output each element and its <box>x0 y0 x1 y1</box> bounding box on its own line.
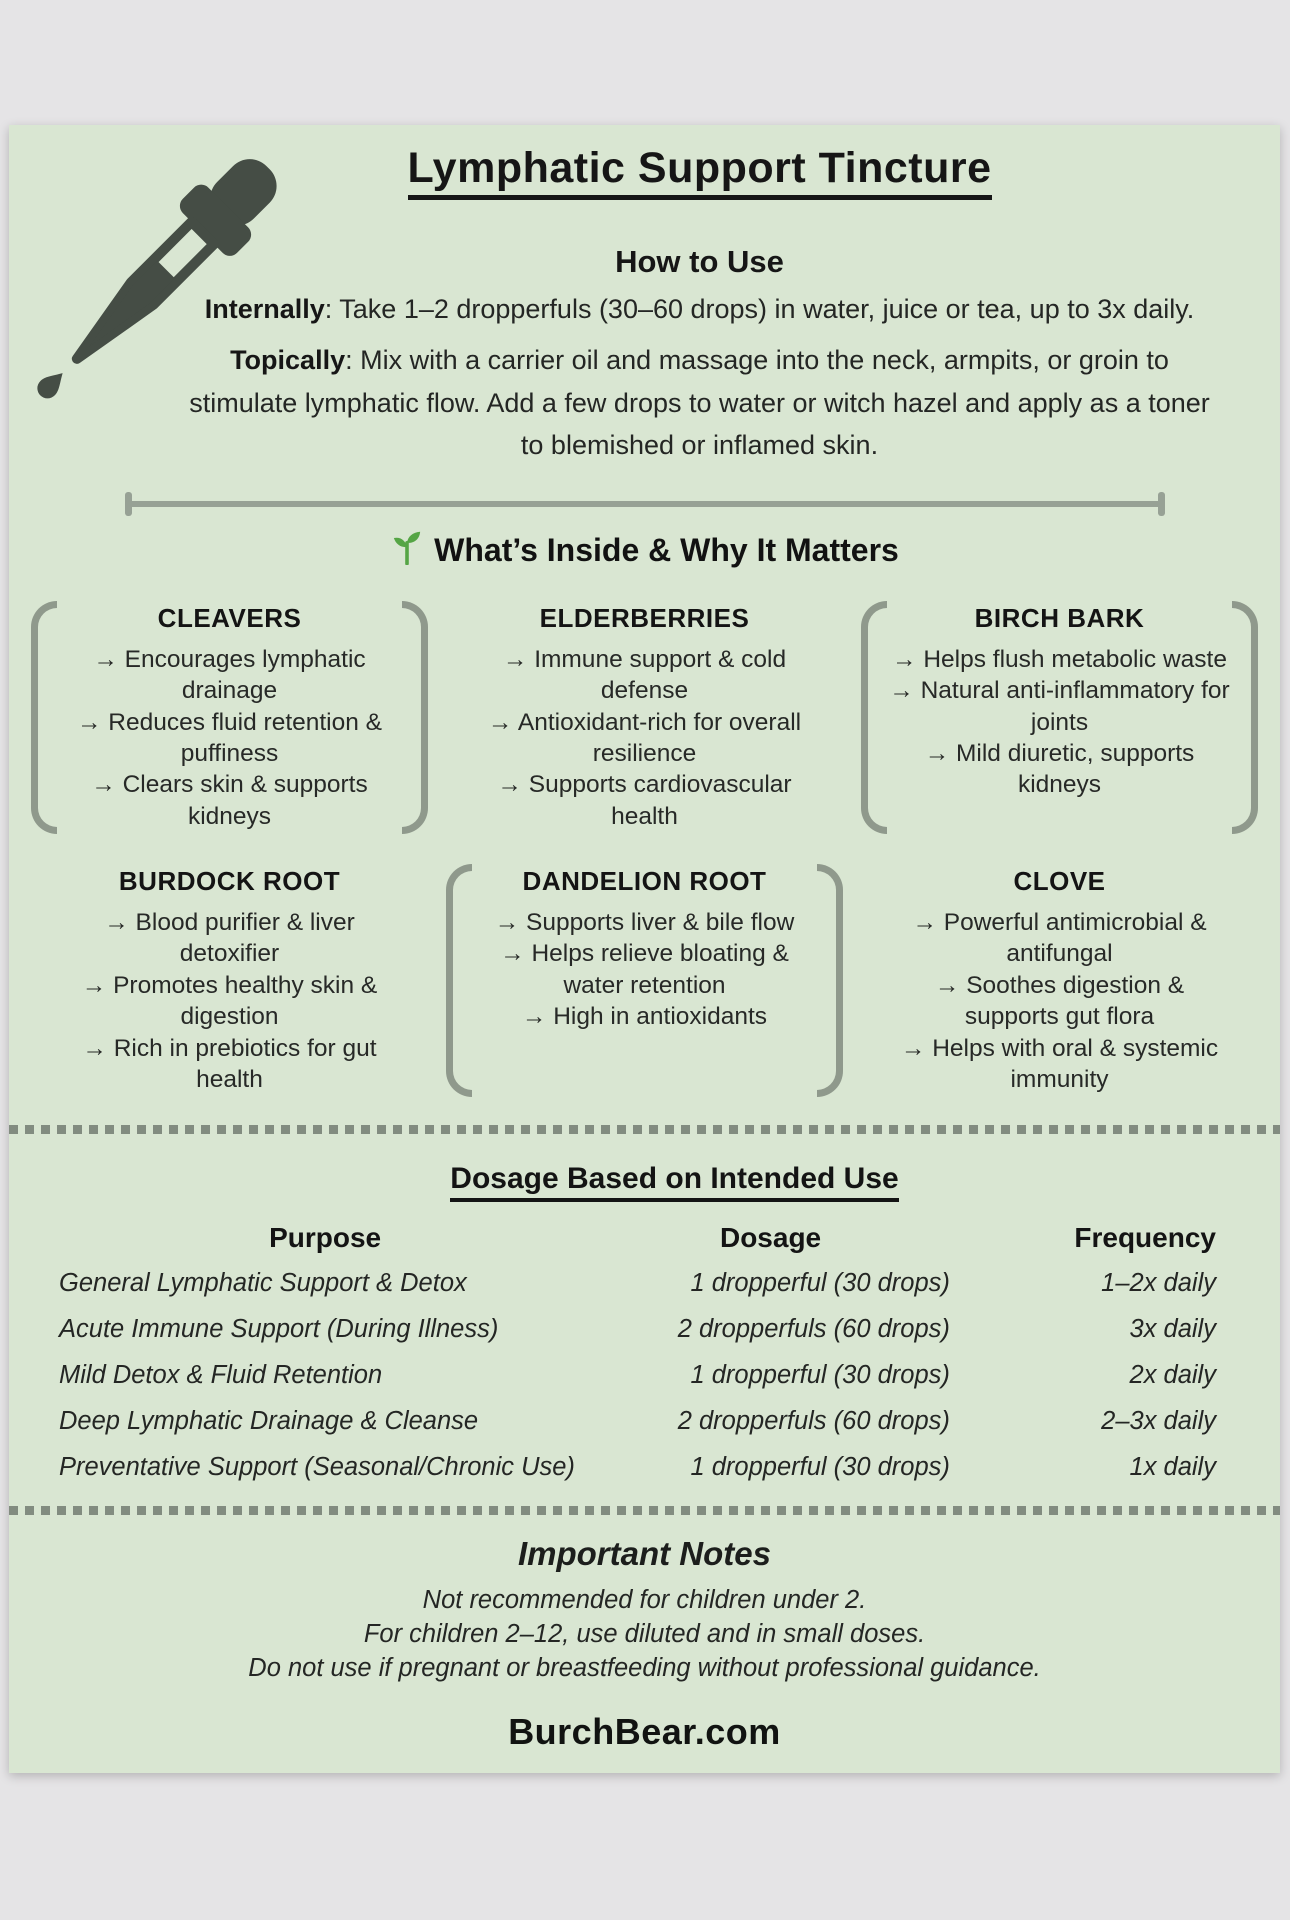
arrow-icon: → <box>104 909 129 937</box>
right-bracket <box>1232 601 1258 834</box>
important-notes-body <box>9 1583 1280 1685</box>
benefit-item <box>59 1033 400 1096</box>
table-row-purpose: Acute Immune Support (During Illness) <box>59 1315 499 1344</box>
table-row-frequency: 2x daily <box>1129 1360 1216 1389</box>
dotted-separator-bottom <box>9 1506 1280 1515</box>
benefit-text: High in antioxidants <box>553 1003 768 1031</box>
benefit-item <box>474 938 815 1001</box>
column-header-purpose: Purpose <box>269 1222 382 1254</box>
arrow-icon: → <box>487 708 513 736</box>
benefit-item <box>889 738 1230 801</box>
arrow-icon: → <box>76 708 102 736</box>
benefit-text: Helps flush metabolic waste <box>923 645 1227 673</box>
whats-inside-heading <box>9 529 1280 573</box>
benefit-item <box>59 769 400 832</box>
note-line: Do not use if pregnant or breastfeeding without professional guidance. <box>248 1653 1041 1682</box>
internally-text: : Take 1–2 dropperfuls (30–60 drops) in water, juice or tea, up to 3x daily. <box>324 294 1195 325</box>
how-to-use-topically <box>179 339 1220 467</box>
benefit-text: Rich in prebiotics for gut health <box>113 1034 377 1093</box>
ingredient-clove <box>861 862 1258 1099</box>
left-bracket <box>31 601 57 834</box>
arrow-icon: → <box>93 645 118 673</box>
benefit-item <box>59 644 400 707</box>
benefit-text: Reduces fluid retention & puffiness <box>108 708 383 767</box>
benefit-text: Powerful antimicrobial & antifungal <box>943 909 1207 968</box>
benefit-text: Encourages lymphatic drainage <box>124 645 366 705</box>
arrow-icon: → <box>497 771 522 799</box>
table-row-purpose: General Lymphatic Support & Detox <box>59 1269 467 1298</box>
benefit-text: Supports cardiovascular health <box>528 771 792 830</box>
table-row-frequency: 1x daily <box>1129 1452 1216 1481</box>
benefit-item <box>59 907 400 970</box>
column-header-dosage: Dosage <box>719 1222 822 1254</box>
how-to-use-heading: How to Use <box>615 244 784 280</box>
benefit-item <box>474 769 815 832</box>
dropper-icon <box>27 127 277 427</box>
tincture-label-card <box>9 125 1280 1773</box>
table-row-purpose: Mild Detox & Fluid Retention <box>59 1360 383 1389</box>
arrow-icon: → <box>82 1034 107 1062</box>
benefit-text: Natural anti-inflammatory for joints <box>920 677 1230 736</box>
table-row-dosage: 1 dropperful (30 drops) <box>690 1452 950 1481</box>
benefit-text: Mild diuretic, supports kidneys <box>956 740 1195 799</box>
table-row-purpose: Preventative Support (Seasonal/Chronic Use) <box>59 1452 575 1481</box>
table-row-frequency: 3x daily <box>1129 1315 1216 1344</box>
ingredient-burdock-root <box>31 862 428 1099</box>
dosage-heading: Dosage Based on Intended Use <box>450 1162 898 1202</box>
benefit-item <box>474 644 815 707</box>
benefit-item <box>889 1033 1230 1096</box>
note-line: Not recommended for children under 2. <box>422 1585 867 1614</box>
left-bracket <box>446 864 472 1097</box>
page-title: Lymphatic Support Tincture <box>408 145 992 200</box>
arrow-icon: → <box>924 740 950 767</box>
arrow-icon: → <box>81 971 107 999</box>
benefit-item <box>474 1001 815 1032</box>
ingredient-name: BURDOCK ROOT <box>118 866 341 897</box>
arrow-icon: → <box>494 909 520 937</box>
benefit-text: Soothes digestion & supports gut flora <box>964 971 1185 1031</box>
table-row-dosage: 2 dropperfuls (60 drops) <box>677 1406 950 1435</box>
arrow-icon: → <box>892 645 917 673</box>
table-row-purpose: Deep Lymphatic Drainage & Cleanse <box>59 1406 479 1435</box>
topically-label: Topically <box>230 344 346 375</box>
benefit-text: Supports liver & bile flow <box>526 909 795 937</box>
note-line: For children 2–12, use diluted and in small doses. <box>363 1619 926 1648</box>
right-bracket <box>402 601 428 834</box>
internally-label: Internally <box>204 294 325 325</box>
table-row-frequency: 2–3x daily <box>1101 1406 1216 1435</box>
benefit-text: Antioxidant-rich for overall resilience <box>517 708 802 767</box>
benefit-item <box>59 707 400 770</box>
ingredient-dandelion-root <box>446 862 843 1099</box>
section-divider-line <box>127 501 1163 507</box>
topically-text: : Mix with a carrier oil and massage into the neck, armpits, or groin to stimulate lymphatic flow. Add a few drops to water or witch hazel and apply as a toner to blemished or inflamed skin. <box>189 344 1210 461</box>
ingredient-cleavers <box>31 599 428 836</box>
benefit-item <box>889 644 1230 675</box>
benefit-text: Promotes healthy skin & digestion <box>113 971 378 1031</box>
table-row-dosage: 1 dropperful (30 drops) <box>690 1269 950 1298</box>
benefit-text: Clears skin & supports kidneys <box>122 771 368 830</box>
dosage-table <box>59 1222 1216 1483</box>
benefit-item <box>889 970 1230 1033</box>
benefit-item <box>889 675 1230 738</box>
benefit-item <box>474 907 815 938</box>
arrow-icon: → <box>912 909 937 937</box>
arrow-icon: → <box>521 1003 547 1031</box>
ingredient-name: CLOVE <box>1013 866 1106 897</box>
ingredient-name: BIRCH BARK <box>974 602 1145 633</box>
table-row-dosage: 1 dropperful (30 drops) <box>690 1360 950 1389</box>
table-row-frequency: 1–2x daily <box>1101 1269 1216 1298</box>
ingredient-birch-bark <box>861 599 1258 836</box>
benefit-text: Blood purifier & liver detoxifier <box>135 909 355 968</box>
arrow-icon: → <box>91 771 116 799</box>
ingredient-name: CLEAVERS <box>157 602 302 633</box>
whats-inside-title: What’s Inside & Why It Matters <box>434 532 899 569</box>
arrow-icon: → <box>500 940 525 968</box>
dotted-separator-top <box>9 1125 1280 1134</box>
ingredient-name: ELDERBERRIES <box>539 602 750 633</box>
table-row-dosage: 2 dropperfuls (60 drops) <box>677 1315 950 1344</box>
benefit-text: Helps relieve bloating & water retention <box>531 940 789 999</box>
benefit-item <box>59 970 400 1033</box>
important-notes-heading: Important Notes <box>517 1534 771 1572</box>
ingredient-name: DANDELION ROOT <box>522 866 767 897</box>
benefit-item <box>889 907 1230 970</box>
column-header-frequency: Frequency <box>1074 1222 1216 1254</box>
right-bracket <box>817 864 843 1097</box>
ingredients-grid <box>9 573 1280 1099</box>
arrow-icon: → <box>934 971 960 999</box>
sprout-icon <box>390 529 424 573</box>
arrow-icon: → <box>889 677 914 705</box>
left-bracket <box>861 601 887 834</box>
benefit-item <box>474 707 815 770</box>
website-footer: BurchBear.com <box>508 1711 781 1753</box>
arrow-icon: → <box>502 645 528 673</box>
benefit-text: Helps with oral & systemic immunity <box>932 1034 1219 1093</box>
how-to-use-internally <box>179 288 1220 331</box>
ingredient-elderberries <box>446 599 843 836</box>
arrow-icon: → <box>900 1034 926 1062</box>
benefit-text: Immune support & cold defense <box>534 645 787 705</box>
